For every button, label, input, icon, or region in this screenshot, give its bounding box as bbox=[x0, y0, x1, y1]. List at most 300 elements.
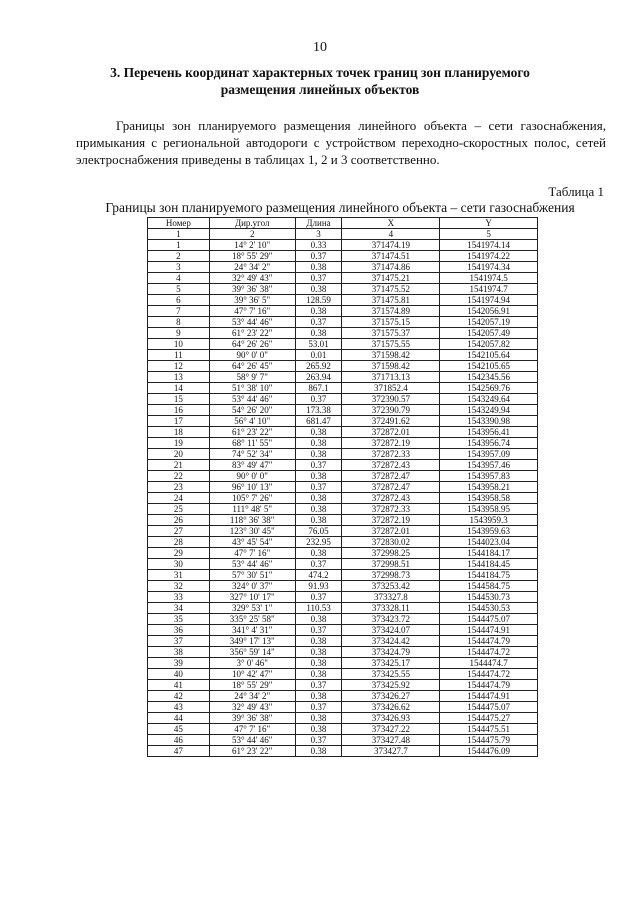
table-row bbox=[148, 394, 538, 405]
cell-number: 14 bbox=[148, 383, 210, 394]
cell-length: 76.05 bbox=[295, 526, 342, 537]
cell-x: 371852.4 bbox=[342, 383, 440, 394]
cell-direction-angle: 61° 23' 22" bbox=[209, 328, 295, 339]
cell-y: 1541974.34 bbox=[440, 262, 538, 273]
table-row bbox=[148, 504, 538, 515]
table-row bbox=[148, 317, 538, 328]
cell-number: 26 bbox=[148, 515, 210, 526]
cell-direction-angle: 14° 2' 10" bbox=[209, 240, 295, 251]
cell-x: 372872.47 bbox=[342, 482, 440, 493]
cell-direction-angle: 83° 49' 47" bbox=[209, 460, 295, 471]
cell-length: 0.37 bbox=[295, 273, 342, 284]
cell-x: 371474.86 bbox=[342, 262, 440, 273]
cell-direction-angle: 54° 26' 20" bbox=[209, 405, 295, 416]
table-row bbox=[148, 691, 538, 702]
header-number: Номер bbox=[148, 218, 210, 229]
cell-length: 0.38 bbox=[295, 515, 342, 526]
cell-length: 53.01 bbox=[295, 339, 342, 350]
cell-length: 128.59 bbox=[295, 295, 342, 306]
cell-direction-angle: 56° 4' 10" bbox=[209, 416, 295, 427]
header-number-cell: 1 bbox=[148, 229, 210, 240]
intro-paragraph: Границы зон планируемого размещения линейного объекта – сети газоснабжения, примыкания с региональной автодороги с устройством переходно-скоростных полос, сетей электроснабжения приведены в таблицах 1, 2 и 3 соответственно. bbox=[76, 118, 606, 167]
cell-number: 19 bbox=[148, 438, 210, 449]
cell-number: 27 bbox=[148, 526, 210, 537]
cell-direction-angle: 51° 38' 10" bbox=[209, 383, 295, 394]
cell-number: 41 bbox=[148, 680, 210, 691]
cell-number: 34 bbox=[148, 603, 210, 614]
table-row bbox=[148, 405, 538, 416]
cell-y: 1544474.91 bbox=[440, 625, 538, 636]
table-row bbox=[148, 306, 538, 317]
table-head bbox=[148, 218, 538, 240]
table-row bbox=[148, 460, 538, 471]
cell-y: 1541974.5 bbox=[440, 273, 538, 284]
cell-x: 371475.81 bbox=[342, 295, 440, 306]
table-row bbox=[148, 636, 538, 647]
cell-y: 1542345.56 bbox=[440, 372, 538, 383]
cell-length: 867.1 bbox=[295, 383, 342, 394]
cell-x: 373427.22 bbox=[342, 724, 440, 735]
cell-y: 1544474.79 bbox=[440, 636, 538, 647]
cell-y: 1544475.07 bbox=[440, 614, 538, 625]
table-row bbox=[148, 570, 538, 581]
cell-x: 373425.55 bbox=[342, 669, 440, 680]
cell-direction-angle: 18° 55' 29" bbox=[209, 251, 295, 262]
cell-direction-angle: 64° 26' 45" bbox=[209, 361, 295, 372]
cell-y: 1543959.63 bbox=[440, 526, 538, 537]
cell-length: 0.38 bbox=[295, 438, 342, 449]
cell-length: 0.38 bbox=[295, 493, 342, 504]
cell-x: 372872.33 bbox=[342, 504, 440, 515]
cell-length: 0.01 bbox=[295, 350, 342, 361]
cell-length: 232.95 bbox=[295, 537, 342, 548]
cell-y: 1543957.09 bbox=[440, 449, 538, 460]
cell-length: 0.38 bbox=[295, 449, 342, 460]
cell-y: 1542105.64 bbox=[440, 350, 538, 361]
cell-x: 371575.15 bbox=[342, 317, 440, 328]
cell-y: 1544476.09 bbox=[440, 746, 538, 757]
cell-y: 1543958.58 bbox=[440, 493, 538, 504]
cell-number: 22 bbox=[148, 471, 210, 482]
cell-number: 38 bbox=[148, 647, 210, 658]
cell-y: 1544475.51 bbox=[440, 724, 538, 735]
table-body bbox=[148, 240, 538, 757]
cell-x: 372390.57 bbox=[342, 394, 440, 405]
cell-length: 0.33 bbox=[295, 240, 342, 251]
cell-length: 91.93 bbox=[295, 581, 342, 592]
table-caption: Границы зон планируемого размещения линейного объекта – сети газоснабжения bbox=[105, 200, 575, 215]
cell-y: 1542105.65 bbox=[440, 361, 538, 372]
cell-x: 372830.02 bbox=[342, 537, 440, 548]
table-row bbox=[148, 625, 538, 636]
cell-direction-angle: 47° 7' 16" bbox=[209, 306, 295, 317]
cell-y: 1544474.7 bbox=[440, 658, 538, 669]
header-numbers-row bbox=[148, 229, 538, 240]
cell-x: 373425.92 bbox=[342, 680, 440, 691]
cell-number: 2 bbox=[148, 251, 210, 262]
cell-number: 7 bbox=[148, 306, 210, 317]
cell-x: 372998.73 bbox=[342, 570, 440, 581]
cell-number: 39 bbox=[148, 658, 210, 669]
table-row bbox=[148, 361, 538, 372]
cell-x: 371475.21 bbox=[342, 273, 440, 284]
cell-direction-angle: 32° 49' 43" bbox=[209, 702, 295, 713]
cell-x: 372998.25 bbox=[342, 548, 440, 559]
cell-y: 1543956.41 bbox=[440, 427, 538, 438]
cell-x: 373425.17 bbox=[342, 658, 440, 669]
table-row bbox=[148, 295, 538, 306]
cell-x: 373424.79 bbox=[342, 647, 440, 658]
cell-x: 372872.01 bbox=[342, 526, 440, 537]
table-row bbox=[148, 515, 538, 526]
cell-direction-angle: 96° 10' 13" bbox=[209, 482, 295, 493]
cell-direction-angle: 53° 44' 46" bbox=[209, 559, 295, 570]
cell-length: 0.37 bbox=[295, 680, 342, 691]
header-number-cell: 3 bbox=[295, 229, 342, 240]
cell-direction-angle: 74° 52' 34" bbox=[209, 449, 295, 460]
cell-length: 0.38 bbox=[295, 669, 342, 680]
cell-y: 1544023.04 bbox=[440, 537, 538, 548]
cell-direction-angle: 90° 0' 0" bbox=[209, 350, 295, 361]
header-x: X bbox=[342, 218, 440, 229]
cell-number: 20 bbox=[148, 449, 210, 460]
table-row bbox=[148, 383, 538, 394]
page-number: 10 bbox=[313, 40, 327, 55]
cell-length: 0.37 bbox=[295, 460, 342, 471]
cell-direction-angle: 356° 59' 14" bbox=[209, 647, 295, 658]
cell-number: 32 bbox=[148, 581, 210, 592]
table-row bbox=[148, 482, 538, 493]
cell-number: 40 bbox=[148, 669, 210, 680]
cell-length: 265.92 bbox=[295, 361, 342, 372]
cell-length: 0.38 bbox=[295, 724, 342, 735]
cell-x: 372491.62 bbox=[342, 416, 440, 427]
cell-number: 6 bbox=[148, 295, 210, 306]
table-row bbox=[148, 735, 538, 746]
table-row bbox=[148, 724, 538, 735]
cell-direction-angle: 47° 7' 16" bbox=[209, 724, 295, 735]
header-direction-angle: Дир.угол bbox=[209, 218, 295, 229]
cell-direction-angle: 64° 26' 26" bbox=[209, 339, 295, 350]
table-row bbox=[148, 746, 538, 757]
cell-length: 0.38 bbox=[295, 548, 342, 559]
cell-length: 263.94 bbox=[295, 372, 342, 383]
table-row bbox=[148, 284, 538, 295]
cell-number: 1 bbox=[148, 240, 210, 251]
cell-number: 25 bbox=[148, 504, 210, 515]
cell-direction-angle: 39° 36' 38" bbox=[209, 713, 295, 724]
table-row bbox=[148, 581, 538, 592]
header-length: Длина bbox=[295, 218, 342, 229]
cell-number: 18 bbox=[148, 427, 210, 438]
table-row bbox=[148, 438, 538, 449]
cell-y: 1543957.46 bbox=[440, 460, 538, 471]
cell-number: 30 bbox=[148, 559, 210, 570]
cell-y: 1544530.73 bbox=[440, 592, 538, 603]
cell-y: 1543390.98 bbox=[440, 416, 538, 427]
cell-y: 1542569.76 bbox=[440, 383, 538, 394]
table-row bbox=[148, 614, 538, 625]
header-number-cell: 4 bbox=[342, 229, 440, 240]
table-row bbox=[148, 592, 538, 603]
cell-x: 372872.33 bbox=[342, 449, 440, 460]
cell-length: 110.53 bbox=[295, 603, 342, 614]
table-row bbox=[148, 251, 538, 262]
cell-direction-angle: 341° 4' 31" bbox=[209, 625, 295, 636]
cell-y: 1544475.79 bbox=[440, 735, 538, 746]
cell-y: 1543958.21 bbox=[440, 482, 538, 493]
cell-length: 0.38 bbox=[295, 691, 342, 702]
cell-length: 681.47 bbox=[295, 416, 342, 427]
cell-y: 1544530.53 bbox=[440, 603, 538, 614]
cell-y: 1544475.07 bbox=[440, 702, 538, 713]
table-row bbox=[148, 372, 538, 383]
cell-length: 0.37 bbox=[295, 394, 342, 405]
cell-direction-angle: 53° 44' 46" bbox=[209, 394, 295, 405]
cell-length: 474.2 bbox=[295, 570, 342, 581]
cell-direction-angle: 39° 36' 5" bbox=[209, 295, 295, 306]
cell-direction-angle: 327° 10' 17" bbox=[209, 592, 295, 603]
cell-number: 28 bbox=[148, 537, 210, 548]
table-row bbox=[148, 262, 538, 273]
cell-length: 0.37 bbox=[295, 625, 342, 636]
cell-direction-angle: 3° 0' 46" bbox=[209, 658, 295, 669]
cell-x: 371575.37 bbox=[342, 328, 440, 339]
table-row bbox=[148, 537, 538, 548]
cell-x: 371474.51 bbox=[342, 251, 440, 262]
table-row bbox=[148, 647, 538, 658]
cell-length: 0.37 bbox=[295, 559, 342, 570]
cell-number: 35 bbox=[148, 614, 210, 625]
cell-direction-angle: 18° 55' 29" bbox=[209, 680, 295, 691]
table-row bbox=[148, 680, 538, 691]
cell-direction-angle: 32° 49' 43" bbox=[209, 273, 295, 284]
table-row bbox=[148, 713, 538, 724]
cell-length: 0.38 bbox=[295, 262, 342, 273]
cell-direction-angle: 329° 53' 1" bbox=[209, 603, 295, 614]
table-row bbox=[148, 559, 538, 570]
cell-length: 0.38 bbox=[295, 636, 342, 647]
cell-y: 1544474.79 bbox=[440, 680, 538, 691]
section-heading bbox=[90, 64, 550, 98]
cell-x: 372998.51 bbox=[342, 559, 440, 570]
cell-length: 0.37 bbox=[295, 251, 342, 262]
cell-y: 1541974.22 bbox=[440, 251, 538, 262]
cell-y: 1544184.17 bbox=[440, 548, 538, 559]
table-row bbox=[148, 471, 538, 482]
cell-number: 3 bbox=[148, 262, 210, 273]
cell-x: 371575.55 bbox=[342, 339, 440, 350]
cell-x: 372872.19 bbox=[342, 515, 440, 526]
table-row bbox=[148, 240, 538, 251]
cell-y: 1543956.74 bbox=[440, 438, 538, 449]
table-label: Таблица 1 bbox=[548, 184, 604, 199]
cell-direction-angle: 24° 34' 2" bbox=[209, 262, 295, 273]
cell-length: 0.38 bbox=[295, 306, 342, 317]
section-heading-line-1: 3. Перечень координат характерных точек границ зон планируемого bbox=[110, 65, 530, 80]
cell-number: 13 bbox=[148, 372, 210, 383]
cell-direction-angle: 123° 30' 45" bbox=[209, 526, 295, 537]
coordinates-table bbox=[147, 217, 538, 757]
cell-y: 1541974.94 bbox=[440, 295, 538, 306]
header-row bbox=[148, 218, 538, 229]
table-row bbox=[148, 548, 538, 559]
cell-y: 1543957.83 bbox=[440, 471, 538, 482]
cell-number: 21 bbox=[148, 460, 210, 471]
cell-number: 44 bbox=[148, 713, 210, 724]
cell-x: 373424.42 bbox=[342, 636, 440, 647]
cell-x: 372390.79 bbox=[342, 405, 440, 416]
cell-x: 372872.01 bbox=[342, 427, 440, 438]
cell-x: 372872.47 bbox=[342, 471, 440, 482]
cell-x: 372872.19 bbox=[342, 438, 440, 449]
cell-number: 5 bbox=[148, 284, 210, 295]
cell-y: 1543249.94 bbox=[440, 405, 538, 416]
table-row bbox=[148, 328, 538, 339]
cell-x: 373253.42 bbox=[342, 581, 440, 592]
cell-direction-angle: 47° 7' 16" bbox=[209, 548, 295, 559]
cell-x: 371574.89 bbox=[342, 306, 440, 317]
header-y: Y bbox=[440, 218, 538, 229]
cell-y: 1542056.91 bbox=[440, 306, 538, 317]
cell-direction-angle: 61° 23' 22" bbox=[209, 427, 295, 438]
table-row bbox=[148, 273, 538, 284]
table-row bbox=[148, 658, 538, 669]
cell-number: 16 bbox=[148, 405, 210, 416]
cell-number: 11 bbox=[148, 350, 210, 361]
cell-length: 0.38 bbox=[295, 658, 342, 669]
table-row bbox=[148, 350, 538, 361]
cell-length: 0.38 bbox=[295, 647, 342, 658]
cell-number: 47 bbox=[148, 746, 210, 757]
cell-length: 0.38 bbox=[295, 471, 342, 482]
table-row bbox=[148, 669, 538, 680]
cell-direction-angle: 57° 30' 51" bbox=[209, 570, 295, 581]
cell-direction-angle: 53° 44' 46" bbox=[209, 735, 295, 746]
cell-length: 0.37 bbox=[295, 702, 342, 713]
cell-direction-angle: 61° 23' 22" bbox=[209, 746, 295, 757]
cell-number: 24 bbox=[148, 493, 210, 504]
cell-y: 1544584.75 bbox=[440, 581, 538, 592]
cell-number: 43 bbox=[148, 702, 210, 713]
cell-number: 29 bbox=[148, 548, 210, 559]
cell-x: 371474.19 bbox=[342, 240, 440, 251]
cell-x: 373424.07 bbox=[342, 625, 440, 636]
cell-direction-angle: 68° 11' 55" bbox=[209, 438, 295, 449]
cell-x: 373427.7 bbox=[342, 746, 440, 757]
cell-x: 371598.42 bbox=[342, 361, 440, 372]
cell-x: 373426.93 bbox=[342, 713, 440, 724]
cell-x: 371713.13 bbox=[342, 372, 440, 383]
cell-number: 37 bbox=[148, 636, 210, 647]
cell-x: 373427.48 bbox=[342, 735, 440, 746]
cell-y: 1542057.49 bbox=[440, 328, 538, 339]
cell-length: 0.38 bbox=[295, 427, 342, 438]
table-row bbox=[148, 339, 538, 350]
cell-number: 8 bbox=[148, 317, 210, 328]
cell-x: 373426.62 bbox=[342, 702, 440, 713]
cell-x: 371598.42 bbox=[342, 350, 440, 361]
cell-length: 0.37 bbox=[295, 317, 342, 328]
cell-direction-angle: 58° 9' 7" bbox=[209, 372, 295, 383]
cell-number: 10 bbox=[148, 339, 210, 350]
cell-number: 23 bbox=[148, 482, 210, 493]
cell-direction-angle: 53° 44' 46" bbox=[209, 317, 295, 328]
cell-x: 371475.52 bbox=[342, 284, 440, 295]
cell-direction-angle: 335° 25' 58" bbox=[209, 614, 295, 625]
table-row bbox=[148, 702, 538, 713]
cell-number: 17 bbox=[148, 416, 210, 427]
cell-x: 373327.8 bbox=[342, 592, 440, 603]
table-row bbox=[148, 603, 538, 614]
cell-x: 372872.43 bbox=[342, 460, 440, 471]
cell-number: 12 bbox=[148, 361, 210, 372]
cell-number: 46 bbox=[148, 735, 210, 746]
cell-y: 1544184.75 bbox=[440, 570, 538, 581]
cell-direction-angle: 24° 34' 2" bbox=[209, 691, 295, 702]
cell-direction-angle: 10° 42' 47" bbox=[209, 669, 295, 680]
cell-y: 1544184.45 bbox=[440, 559, 538, 570]
cell-number: 31 bbox=[148, 570, 210, 581]
cell-direction-angle: 324° 0' 37" bbox=[209, 581, 295, 592]
cell-y: 1543958.95 bbox=[440, 504, 538, 515]
cell-y: 1543959.3 bbox=[440, 515, 538, 526]
cell-y: 1544474.72 bbox=[440, 669, 538, 680]
section-heading-line-2: размещения линейных объектов bbox=[220, 82, 420, 97]
cell-length: 0.38 bbox=[295, 746, 342, 757]
cell-y: 1542057.82 bbox=[440, 339, 538, 350]
cell-x: 373426.27 bbox=[342, 691, 440, 702]
table-row bbox=[148, 416, 538, 427]
cell-number: 15 bbox=[148, 394, 210, 405]
cell-y: 1542057.19 bbox=[440, 317, 538, 328]
table-row bbox=[148, 427, 538, 438]
cell-direction-angle: 39° 36' 38" bbox=[209, 284, 295, 295]
cell-length: 0.37 bbox=[295, 592, 342, 603]
header-number-cell: 2 bbox=[209, 229, 295, 240]
cell-number: 9 bbox=[148, 328, 210, 339]
cell-x: 372872.43 bbox=[342, 493, 440, 504]
cell-length: 0.38 bbox=[295, 328, 342, 339]
cell-length: 0.38 bbox=[295, 284, 342, 295]
cell-direction-angle: 349° 17' 13" bbox=[209, 636, 295, 647]
cell-y: 1544474.72 bbox=[440, 647, 538, 658]
cell-y: 1543249.64 bbox=[440, 394, 538, 405]
cell-direction-angle: 90° 0' 0" bbox=[209, 471, 295, 482]
cell-y: 1541974.7 bbox=[440, 284, 538, 295]
cell-length: 0.37 bbox=[295, 482, 342, 493]
cell-direction-angle: 118° 36' 38" bbox=[209, 515, 295, 526]
cell-y: 1544475.27 bbox=[440, 713, 538, 724]
cell-number: 36 bbox=[148, 625, 210, 636]
cell-y: 1541974.14 bbox=[440, 240, 538, 251]
table-row bbox=[148, 493, 538, 504]
cell-number: 42 bbox=[148, 691, 210, 702]
header-number-cell: 5 bbox=[440, 229, 538, 240]
cell-length: 173.38 bbox=[295, 405, 342, 416]
cell-x: 373423.72 bbox=[342, 614, 440, 625]
cell-direction-angle: 43° 45' 54" bbox=[209, 537, 295, 548]
cell-direction-angle: 111° 48' 5" bbox=[209, 504, 295, 515]
table-row bbox=[148, 449, 538, 460]
cell-length: 0.38 bbox=[295, 504, 342, 515]
cell-number: 45 bbox=[148, 724, 210, 735]
cell-number: 33 bbox=[148, 592, 210, 603]
cell-length: 0.38 bbox=[295, 614, 342, 625]
cell-y: 1544474.91 bbox=[440, 691, 538, 702]
cell-length: 0.37 bbox=[295, 735, 342, 746]
cell-x: 373328.11 bbox=[342, 603, 440, 614]
